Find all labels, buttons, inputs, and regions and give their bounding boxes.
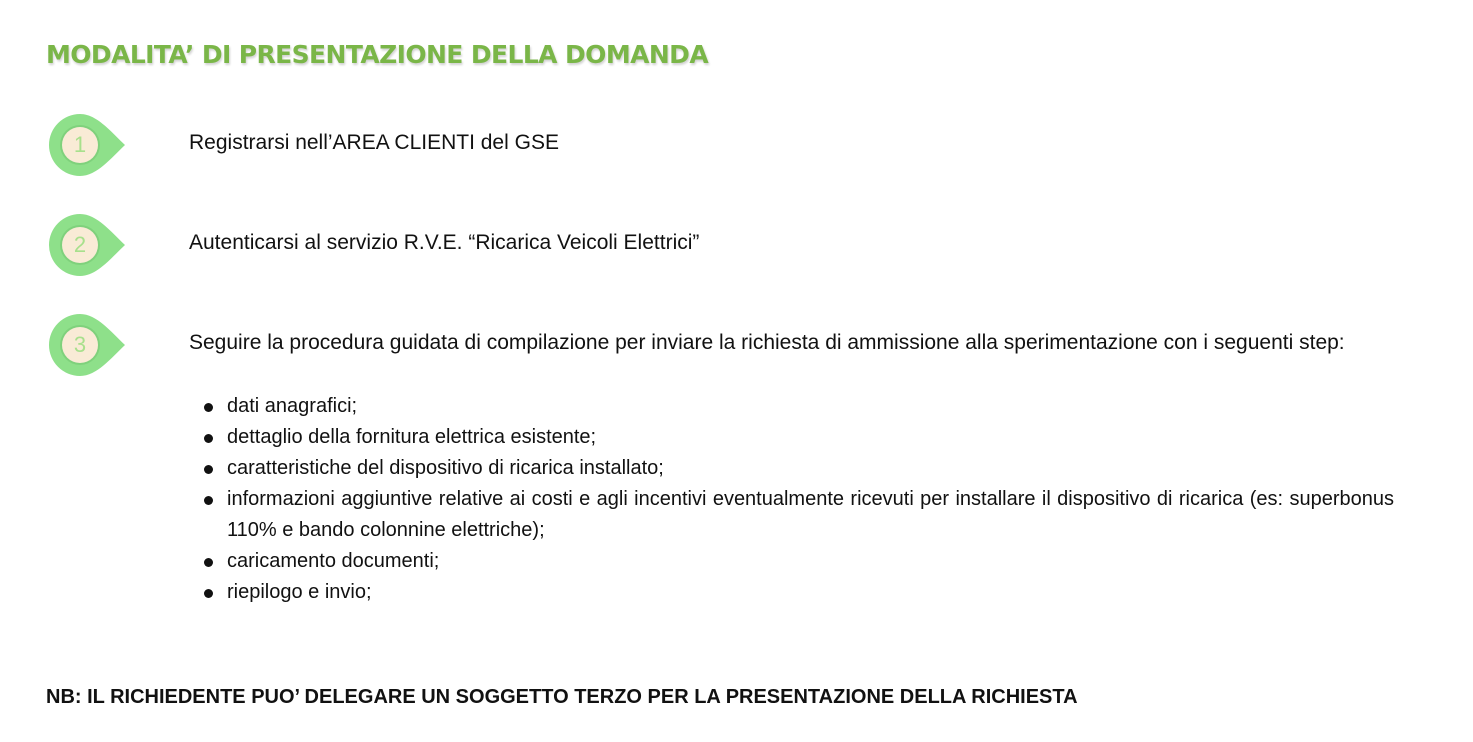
step-2 — [47, 212, 1407, 278]
sub-steps-list — [199, 391, 1394, 608]
list-item: riepilogo e invio; — [199, 577, 1394, 608]
step-1-text: Registrarsi nell’AREA CLIENTI del GSE — [189, 131, 559, 154]
step-3-badge-icon — [47, 312, 127, 378]
step-2-number: 2 — [73, 232, 87, 257]
step-1-badge-icon — [47, 112, 127, 178]
list-item: informazioni aggiuntive relative ai costi e agli incentivi eventualmente ricevuti per installare il dispositivo di ricarica (es: superbonus 110% e bando colonnine elettriche); — [199, 484, 1394, 546]
step-3-number: 3 — [73, 332, 87, 357]
delegation-note: NB: IL RICHIEDENTE PUO’ DELEGARE UN SOGGETTO TERZO PER LA PRESENTAZIONE DELLA RICHIESTA — [46, 686, 1078, 708]
list-item: caratteristiche del dispositivo di ricarica installato; — [199, 453, 1394, 484]
step-2-text: Autenticarsi al servizio R.V.E. “Ricarica Veicoli Elettrici” — [189, 231, 700, 254]
list-item: dettaglio della fornitura elettrica esistente; — [199, 422, 1394, 453]
step-3 — [47, 312, 1407, 378]
step-1 — [47, 112, 1407, 178]
step-2-badge-icon — [47, 212, 127, 278]
list-item: dati anagrafici; — [199, 391, 1394, 422]
list-item: caricamento documenti; — [199, 546, 1394, 577]
page-title: MODALITA’ DI PRESENTAZIONE DELLA DOMANDA — [46, 40, 709, 69]
step-1-number: 1 — [73, 132, 87, 157]
step-3-text: Seguire la procedura guidata di compilazione per inviare la richiesta di ammissione alla sperimentazione con i seguenti step: — [189, 331, 1345, 354]
